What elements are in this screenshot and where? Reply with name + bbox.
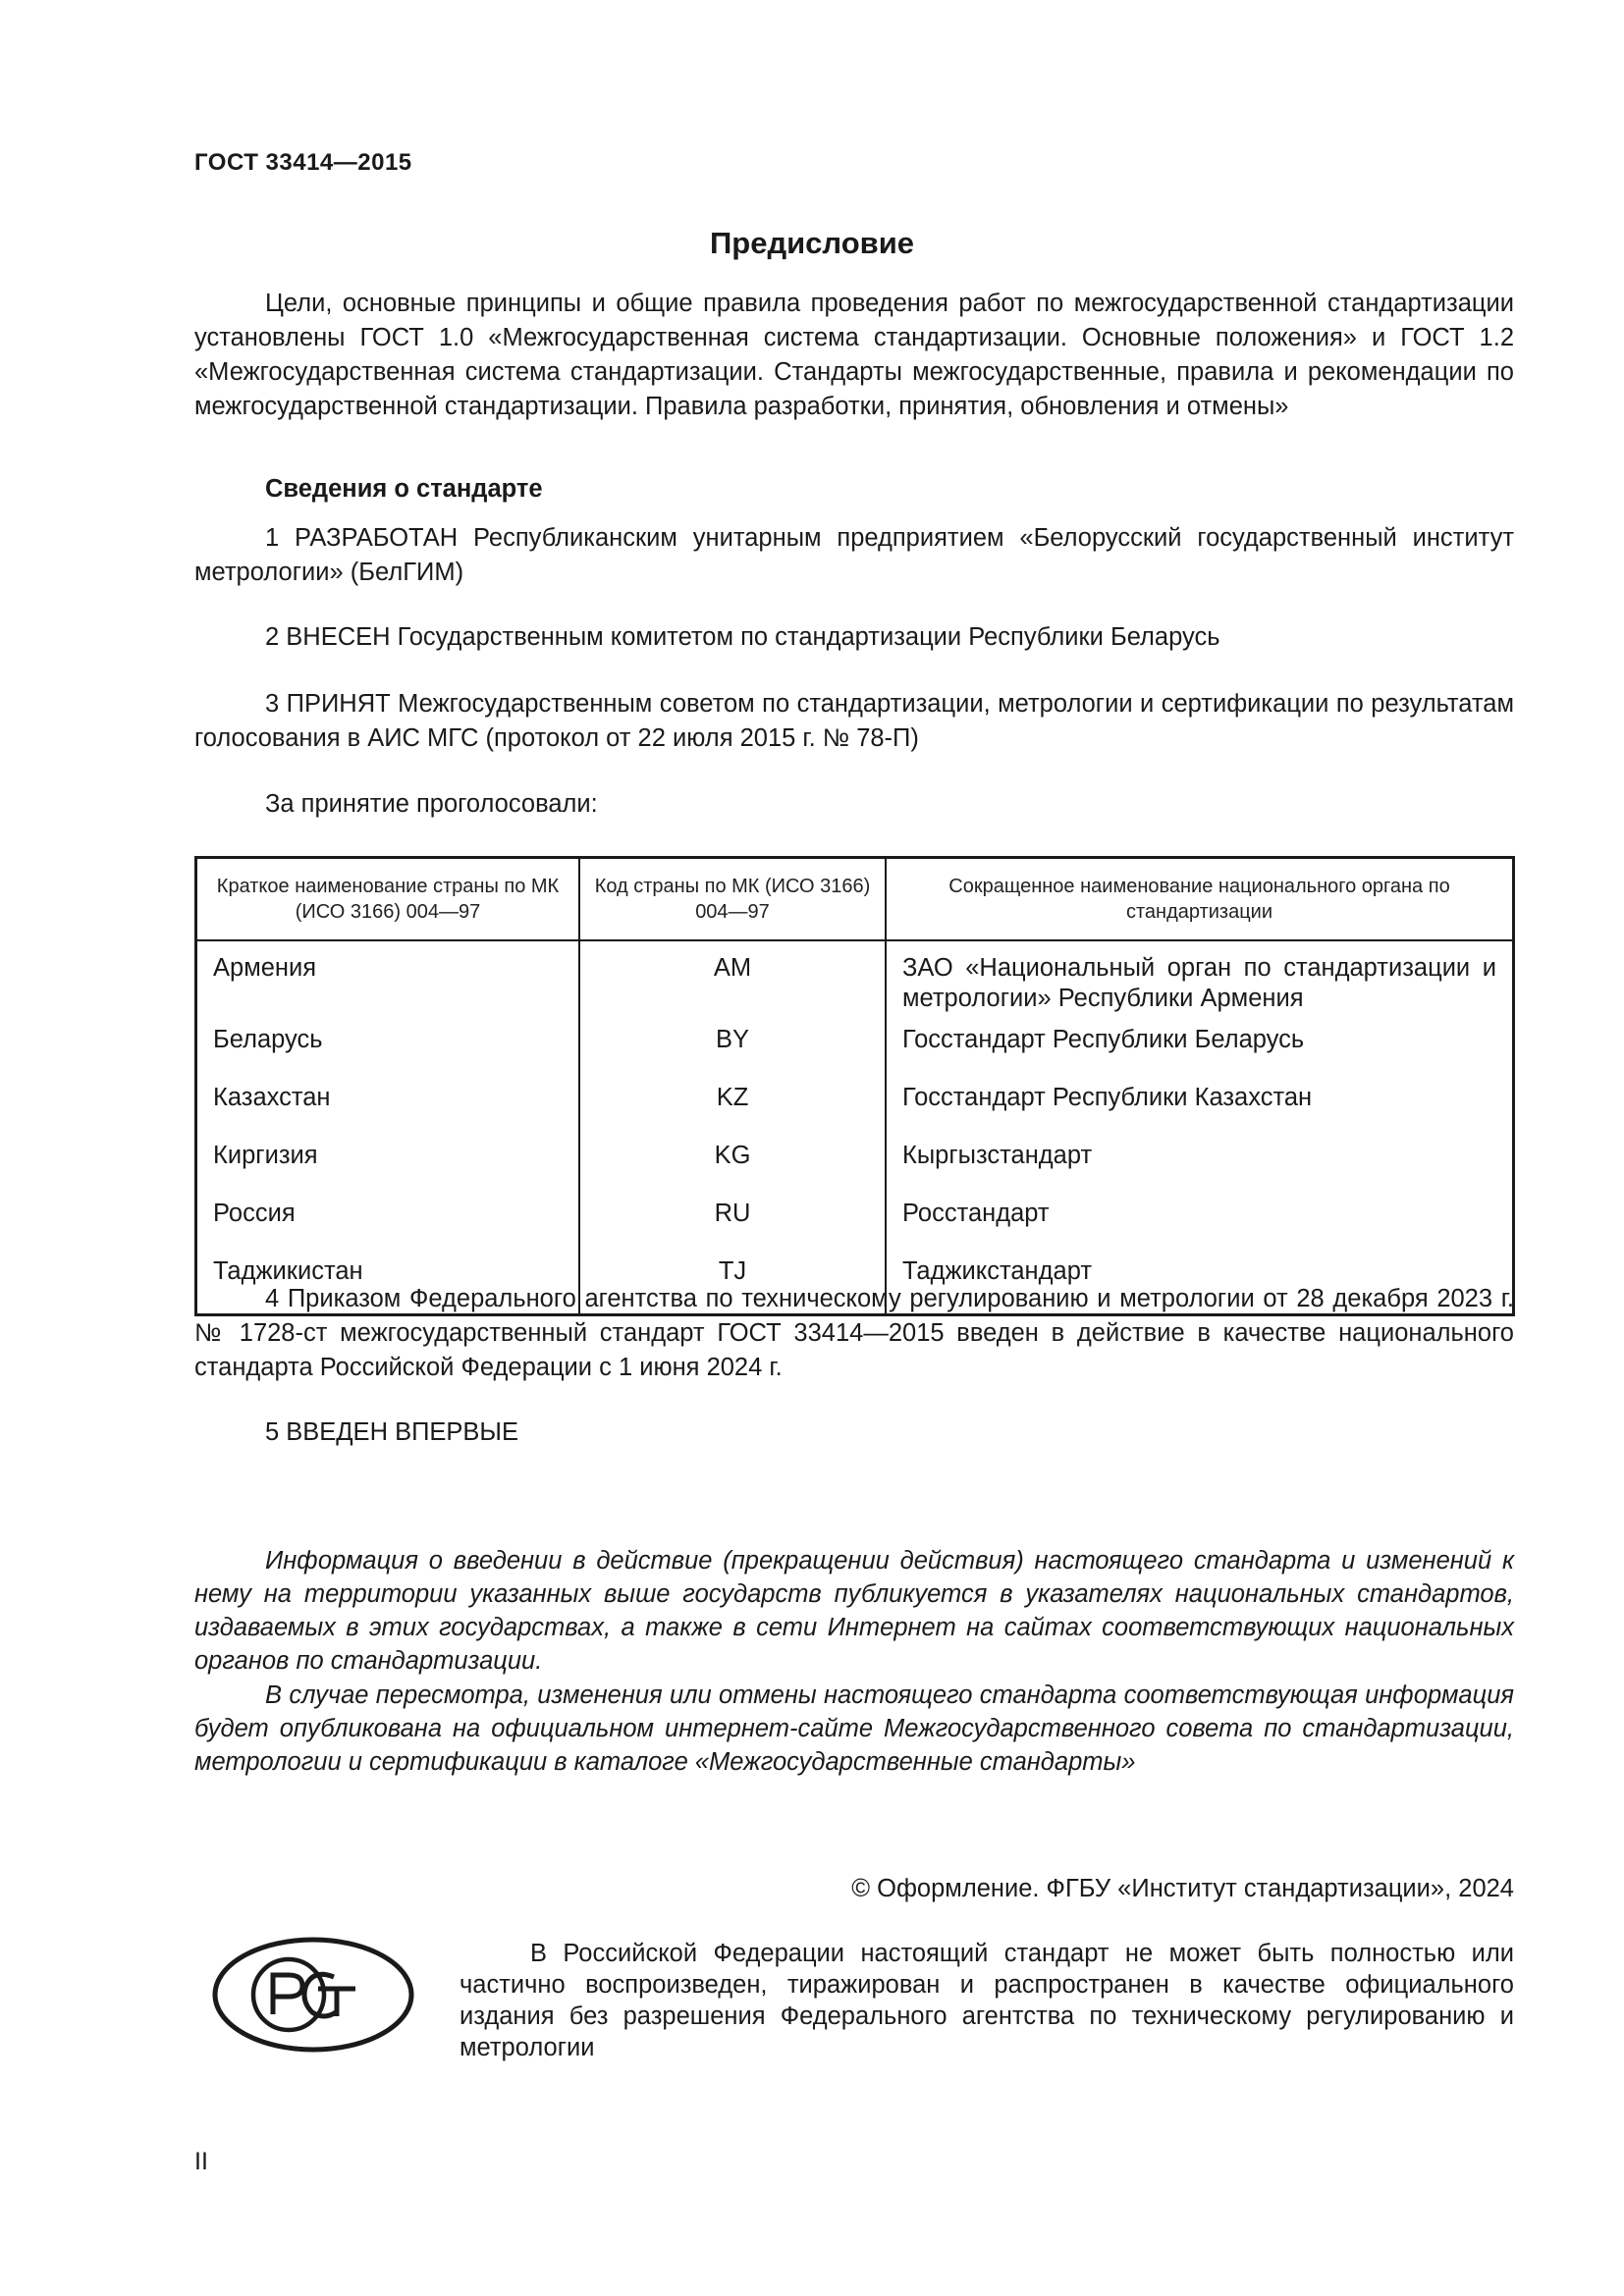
column-header-organization: Сокращенное наименование национального органа по стандартизации	[886, 858, 1514, 941]
item-order: 4 Приказом Федерального агентства по техническому регулированию и метрологии от 28 декабря 2023 г. № 1728-ст межгосударственный стандарт ГОСТ 33414—2015 введен в действие в качестве национального стандарта Российской Федерации с 1 июня 2024 г.	[194, 1285, 1514, 1381]
code-cell: KZ	[579, 1074, 886, 1132]
code-cell: BY	[579, 1016, 886, 1074]
organization-cell: Госстандарт Республики Казахстан	[902, 1084, 1313, 1111]
country-cell: Таджикистан	[196, 1248, 580, 1315]
table-header-row	[196, 858, 1514, 941]
table-row	[196, 1016, 1514, 1074]
column-header-country: Краткое наименование страны по МК (ИСО 3166) 004—97	[196, 858, 580, 941]
country-cell: Казахстан	[196, 1074, 580, 1132]
table-row	[196, 1132, 1514, 1190]
notice-paragraph-1: Информация о введении в действие (прекращении действия) настоящего стандарта и изменений к нему на территории указанных выше государств публикуется в указателях национальных стандартов, издаваемых в этих государствах, а также в сети Интернет на сайтах соответствующих национальных органов по стандартизации.	[194, 1547, 1514, 1675]
table-row	[196, 940, 1514, 1016]
voted-intro: За принятие проголосовали:	[265, 790, 598, 818]
organization-cell: Росстандарт	[902, 1200, 1050, 1227]
column-header-code: Код страны по МК (ИСО 3166) 004—97	[579, 858, 886, 941]
section-subheading: Сведения о стандарте	[265, 475, 543, 503]
code-cell: TJ	[579, 1248, 886, 1315]
intro-paragraph: Цели, основные принципы и общие правила проведения работ по межгосударственной стандартизации установлены ГОСТ 1.0 «Межгосударственная система стандартизации. Основные положения» и ГОСТ 1.2 «Межгосударственная система стандартизации. Стандарты межгосударственные, правила и рекомендации по межгосударственной стандартизации. Правила разработки, принятия, обновления и отмены»	[194, 290, 1514, 420]
country-cell: Армения	[196, 940, 580, 1016]
code-cell: AM	[579, 940, 886, 1016]
table-row	[196, 1074, 1514, 1132]
item-submitted: 2 ВНЕСЕН Государственным комитетом по стандартизации Республики Беларусь	[265, 623, 1220, 651]
organization-cell: Госстандарт Республики Беларусь	[902, 1026, 1305, 1053]
country-cell: Киргизия	[196, 1132, 580, 1190]
voting-table	[194, 856, 1515, 1316]
country-cell: Беларусь	[196, 1016, 580, 1074]
organization-cell: ЗАО «Национальный орган по стандартизации и метрологии» Республики Армения	[902, 954, 1496, 1012]
item-introduced: 5 ВВЕДЕН ВПЕРВЫЕ	[265, 1418, 519, 1446]
country-cell: Россия	[196, 1190, 580, 1248]
copyright-line: © Оформление. ФГБУ «Институт стандартизации», 2024	[851, 1875, 1514, 1902]
code-cell: KG	[579, 1132, 886, 1190]
rst-certification-mark-icon	[210, 1934, 416, 2056]
page-number: II	[194, 2148, 208, 2175]
page-title: Предисловие	[709, 226, 914, 260]
table-row	[196, 1190, 1514, 1248]
item-developed: 1 РАЗРАБОТАН Республиканским унитарным предприятием «Белорусский государственный институт метрологии» (БелГИМ)	[194, 524, 1514, 586]
document-code: ГОСТ 33414—2015	[194, 149, 412, 176]
rights-notice: В Российской Федерации настоящий стандарт не может быть полностью или частично воспроизведен, тиражирован и распространен в качестве официального издания без разрешения Федерального агентства по техническому регулированию и метрологии	[460, 1940, 1514, 2061]
notice-paragraph-2: В случае пересмотра, изменения или отмены настоящего стандарта соответствующая информация будет опубликована на официальном интернет-сайте Межгосударственного совета по стандартизации, метрологии и сертификации в каталоге «Межгосударственные стандарты»	[194, 1682, 1514, 1776]
organization-cell: Кыргызстандарт	[902, 1142, 1093, 1169]
organization-cell: Таджикстандарт	[902, 1257, 1093, 1285]
code-cell: RU	[579, 1190, 886, 1248]
item-adopted: 3 ПРИНЯТ Межгосударственным советом по стандартизации, метрологии и сертификации по результатам голосования в АИС МГС (протокол от 22 июля 2015 г. № 78-П)	[194, 690, 1514, 752]
